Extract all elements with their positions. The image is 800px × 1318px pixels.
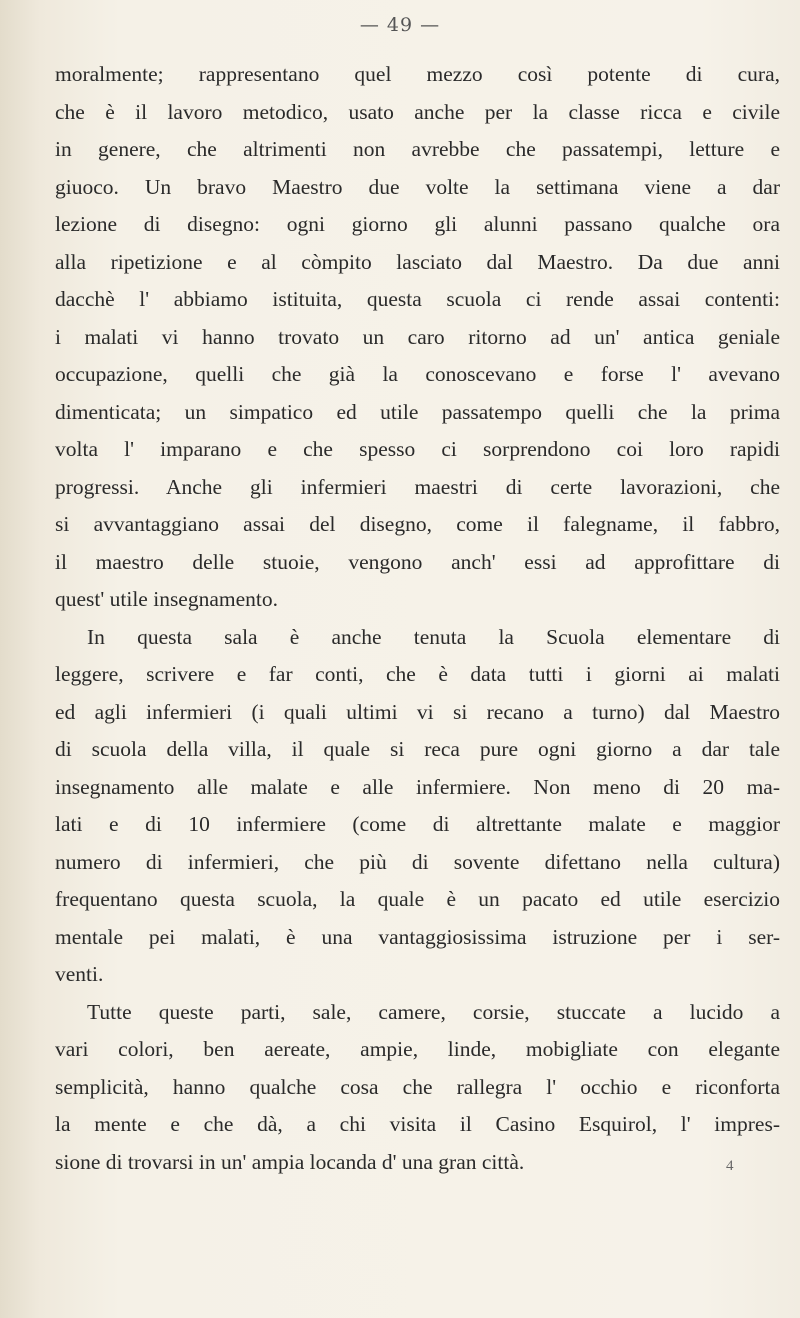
signature-mark: 4: [726, 1158, 734, 1174]
text-line: frequentano questa scuola, la quale è un pacato ed utile esercizio: [55, 887, 780, 911]
text-line: il maestro delle stuoie, vengono anch' essi ad approfittare di: [55, 549, 780, 574]
text-line: In questa sala è anche tenuta la Scuola elementare di: [87, 624, 780, 649]
text-line: Tutte queste parti, sale, camere, corsie, stuccate a lucido a: [87, 999, 780, 1024]
text-line: lati e di 10 infermiere (come di altrettante malate e maggior: [55, 812, 780, 836]
text-line: in genere, che altrimenti non avrebbe che passatempi, letture e: [55, 137, 780, 161]
text-line: vari colori, ben aereate, ampie, linde, mobigliate con elegante: [55, 1037, 780, 1061]
text-line: la mente e che dà, a chi visita il Casino Esquirol, l' impres-: [55, 1112, 780, 1136]
text-line: i malati vi hanno trovato un caro ritorno ad un' antica geniale: [55, 324, 780, 349]
text-line: giuoco. Un bravo Maestro due volte la settimana viene a dar: [55, 174, 780, 199]
text-line: leggere, scrivere e far conti, che è data tutti i giorni ai malati: [55, 662, 780, 686]
body-text: [55, 56, 780, 1181]
text-line: quest' utile insegnamento.: [55, 587, 279, 611]
text-line: ed agli infermieri (i quali ultimi vi si recano a turno) dal Maestro: [55, 699, 780, 724]
text-line: di scuola della villa, il quale si reca pure ogni giorno a dar tale: [55, 737, 780, 761]
text-line: sione di trovarsi in un' ampia locanda d' una gran città.: [55, 1149, 525, 1174]
text-line: che è il lavoro metodico, usato anche per la classe ricca e civile: [55, 99, 780, 124]
text-line: dimenticata; un simpatico ed utile passatempo quelli che la prima: [55, 399, 780, 424]
text-line: alla ripetizione e al còmpito lasciato dal Maestro. Da due anni: [55, 249, 780, 274]
text-line: mentale pei malati, è una vantaggiosissima istruzione per i ser-: [55, 924, 780, 949]
text-line: venti.: [55, 962, 104, 986]
text-line: progressi. Anche gli infermieri maestri di certe lavorazioni, che: [55, 474, 780, 499]
text-line: dacchè l' abbiamo istituita, questa scuola ci rende assai contenti:: [55, 287, 780, 311]
text-line: volta l' imparano e che spesso ci sorprendono coi loro rapidi: [55, 437, 780, 461]
text-line: si avvantaggiano assai del disegno, come il falegname, il fabbro,: [55, 512, 780, 536]
text-line: moralmente; rappresentano quel mezzo così potente di cura,: [55, 62, 780, 86]
text-line: insegnamento alle malate e alle infermiere. Non meno di 20 ma-: [55, 774, 780, 799]
text-line: semplicità, hanno qualche cosa che rallegra l' occhio e riconforta: [55, 1074, 780, 1099]
page-number-header: — 49 —: [359, 14, 441, 36]
text-line: lezione di disegno: ogni giorno gli alunni passano qualche ora: [55, 212, 780, 236]
text-line: occupazione, quelli che già la conoscevano e forse l' avevano: [55, 362, 780, 386]
text-line: numero di infermieri, che più di sovente difettano nella cultura): [55, 849, 780, 874]
